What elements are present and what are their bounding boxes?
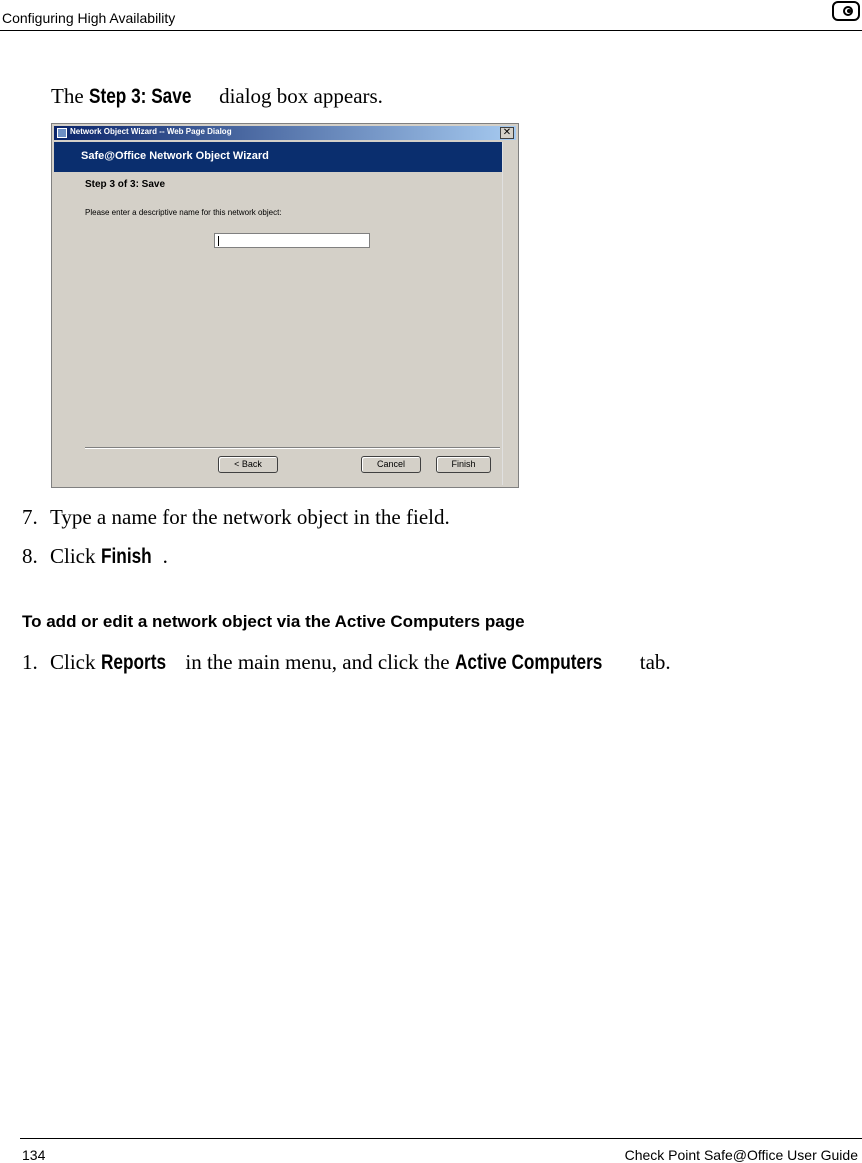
finish-term: Finish — [100, 545, 152, 568]
header-rule — [0, 30, 862, 31]
intro-paragraph: The Step 3: Save dialog box appears. — [51, 84, 383, 108]
dialog-scrollbar[interactable] — [502, 142, 516, 485]
step-label: Step 3 of 3: Save — [85, 179, 166, 190]
dialog-window-title: Network Object Wizard -- Web Page Dialog — [70, 127, 232, 136]
procedure-heading: To add or edit a network object via the Active Computers page — [22, 612, 525, 631]
guide-title: Check Point Safe@Office User Guide — [624, 1147, 858, 1163]
back-button[interactable]: < Back — [218, 456, 278, 473]
name-prompt: Please enter a descriptive name for this network object: — [85, 208, 282, 217]
procedure-step-1: 1. Click Reports in the main menu, and click the Active Computers tab. — [22, 650, 671, 674]
active-computers-term: Active Computers — [454, 651, 603, 674]
object-name-input[interactable] — [214, 233, 370, 248]
check-point-logo-icon — [832, 1, 860, 21]
window-icon — [57, 128, 67, 138]
step-7: 7. Type a name for the network object in the field. — [22, 505, 450, 529]
step-8: 8. Click Finish . — [22, 544, 168, 568]
cancel-button[interactable]: Cancel — [361, 456, 421, 473]
text-cursor — [218, 236, 219, 246]
wizard-banner — [54, 142, 503, 172]
close-icon[interactable]: ✕ — [500, 127, 514, 139]
wizard-title: Safe@Office Network Object Wizard — [81, 150, 269, 162]
running-header: Configuring High Availability — [2, 10, 176, 26]
finish-button[interactable]: Finish — [436, 456, 491, 473]
footer-rule — [20, 1138, 862, 1139]
dialog-titlebar — [54, 126, 516, 140]
dialog-screenshot — [51, 123, 519, 488]
page-number: 134 — [22, 1147, 46, 1163]
reports-term: Reports — [100, 651, 166, 674]
button-separator — [85, 447, 500, 449]
dialog-name: Step 3: Save — [88, 85, 192, 108]
